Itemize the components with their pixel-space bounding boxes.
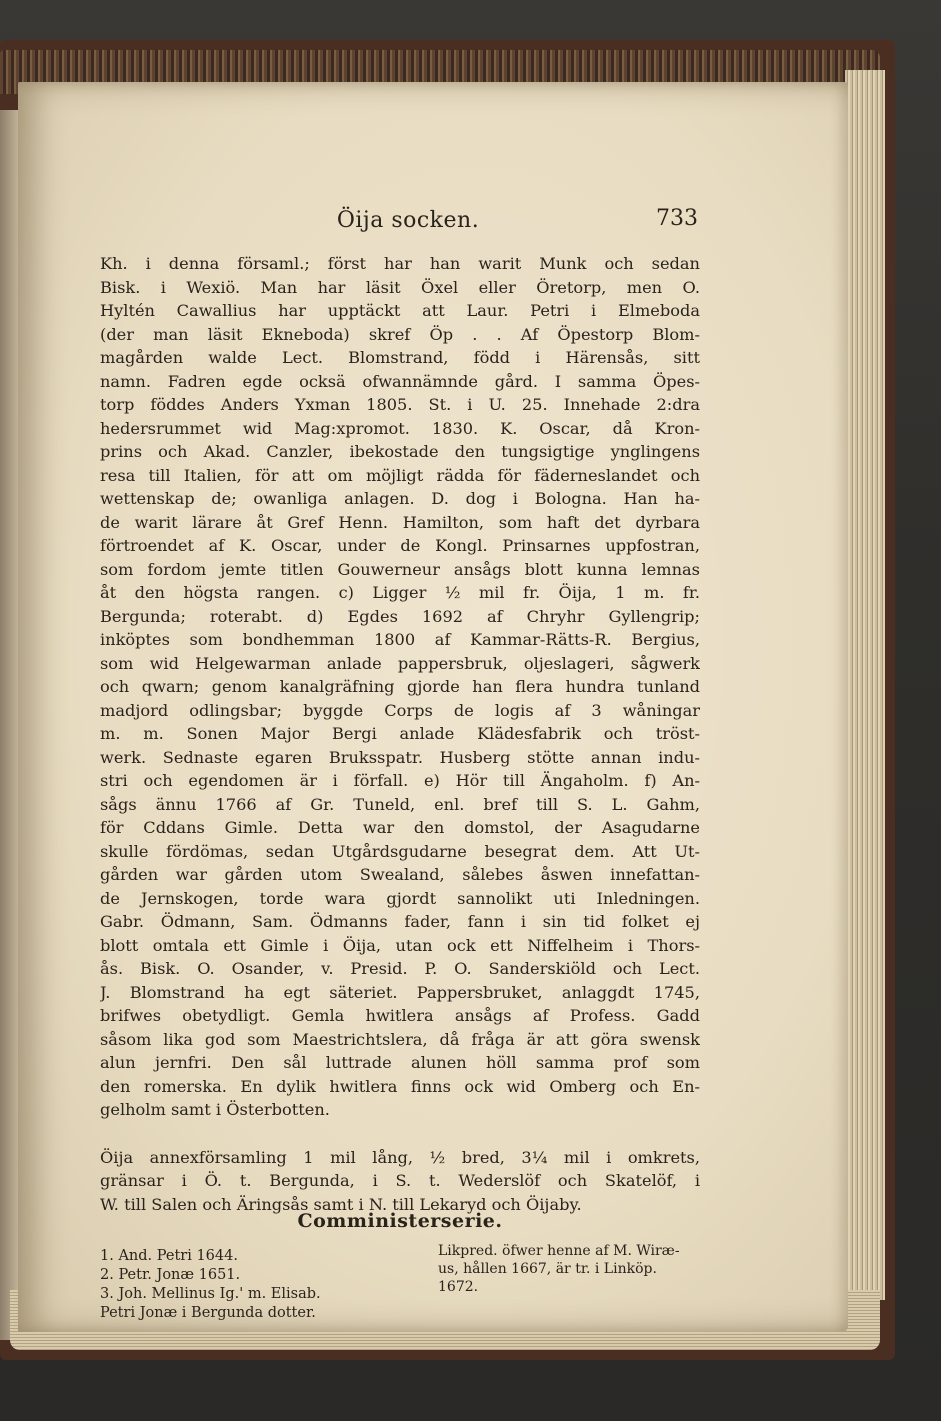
text-line: m. m. Sonen Major Bergi anlade Klädesfabrik och tröst- [100,724,700,743]
text-line: J. Blomstrand ha egt säteriet. Pappersbruket, anlaggdt 1745, [100,982,700,1002]
text-line: gelholm samt i Österbotten. [100,1100,330,1119]
text-line: och qwarn; genom kanalgräfning gjorde han flera hundra tunland [100,677,700,696]
text-line: Bergunda; roterabt. d) Egdes 1692 af Chryhr Gyllengrip; [100,606,700,626]
text-line: för Cddans Gimle. Detta war den domstol, der Asagudarne [100,818,700,837]
text-line: Gabr. Ödmann, Sam. Ödmanns fader, fann i sin tid folket ej [100,912,700,931]
text-line: inköptes som bondhemman 1800 af Kammar-Rätts-R. Bergius, [100,630,700,649]
text-line: skulle fördömas, sedan Utgårdsgudarne besegrat dem. Att Ut- [100,841,700,861]
text-line: werk. Sednaste egaren Bruksspatr. Husberg stötte annan indu- [100,747,700,767]
text-line: resa till Italien, för att om möjligt rädda för fäderneslandet och [100,465,700,485]
list-item: 3. Joh. Mellinus Ig.' m. Elisab. [100,1286,321,1302]
text-line: såsom lika god som Maestrichtslera, då fråga är att göra swensk [100,1029,700,1049]
text-line: stri och egendomen är i förfall. e) Hör till Ängaholm. f) An- [100,771,700,790]
page-header [118,202,698,238]
paragraph-parish-description [100,1146,700,1217]
text-line: Kh. i denna församl.; först har han warit Munk och sedan [100,254,700,273]
text-line: blott omtala ett Gimle i Öija, utan ock ett Niffelheim i Thors- [100,935,700,955]
body-text [100,252,700,1216]
text-line: ås. Bisk. O. Osander, v. Presid. P. O. Sanderskiöld och Lect. [100,959,700,978]
text-line: gränsar i Ö. t. Bergunda, i S. t. Wederslöf och Skatelöf, i [100,1171,700,1190]
text-line: förtroendet af K. Oscar, under de Kongl. Prinsarnes uppfostran, [100,536,700,555]
text-line: wettenskap de; owanliga anlagen. D. dog i Bologna. Han ha- [100,489,700,508]
text-line: åt den högsta rangen. c) Ligger ½ mil fr. Öija, 1 m. fr. [100,583,700,602]
text-line: som wid Helgewarman anlade pappersbruk, oljeslageri, sågwerk [100,653,700,673]
section-title: Comministerserie. [297,1210,503,1232]
page-edges-right [845,70,885,1300]
text-line: Bisk. i Wexiö. Man har läsit Öxel eller Öretorp, men O. [100,277,700,297]
text-line: hedersrummet wid Mag:xpromot. 1830. K. Oscar, då Kron- [100,418,700,438]
text-line: sågs ännu 1766 af Gr. Tuneld, enl. bref till S. L. Gahm, [100,794,700,814]
text-line: madjord odlingsbar; byggde Corps de logis af 3 wåningar [100,700,700,720]
note-line: 1672. [438,1279,479,1295]
text-line: magården walde Lect. Blomstrand, född i Härensås, sitt [100,348,700,367]
list-item: 2. Petr. Jonæ 1651. [100,1267,241,1283]
paragraph-gap [100,1122,700,1146]
note-line: us, hållen 1667, är tr. i Linköp. [438,1261,657,1277]
list-item: Petri Jonæ i Bergunda dotter. [100,1305,316,1321]
text-line: torp föddes Anders Yxman 1805. St. i U. 25. Innehade 2:dra [100,395,700,414]
text-line: W. till Salen och Äringsås samt i N. till Lekaryd och Öijaby. [100,1194,582,1214]
list-item: 1. And. Petri 1644. [100,1248,238,1264]
paragraph-footnotes [100,252,700,1122]
text-line: Öija annexförsamling 1 mil lång, ½ bred, 3¼ mil i omkrets, [100,1147,700,1167]
comminister-list [100,1247,420,1323]
text-line: Hyltén Cawallius har upptäckt att Laur. Petri i Elmeboda [100,301,700,320]
text-line: gården war gården utom Swealand, sålebes åswen innefattan- [100,865,700,884]
page-number: 733 [656,206,698,231]
text-line: brifwes obetydligt. Gemla hwitlera ansågs af Profess. Gadd [100,1006,700,1025]
comminister-note [438,1242,713,1296]
text-line: prins och Akad. Canzler, ibekostade den tungsigtige ynglingens [100,442,700,461]
text-line: den romerska. En dylik hwitlera finns ock wid Omberg och En- [100,1076,700,1096]
text-line: (der man läsit Ekneboda) skref Öp . . Af Öpestorp Blom- [100,324,700,344]
running-head: Öija socken. [336,208,480,233]
text-line: som fordom jemte titlen Gouwerneur ansågs blott kunna lemnas [100,559,700,579]
text-line: namn. Fadren egde ocksä ofwannämnde gård. I samma Öpes- [100,371,700,391]
text-line: de warit lärare åt Gref Henn. Hamilton, som haft det dyrbara [100,512,700,532]
text-line: de Jernskogen, torde wara gjordt sannolikt uti Inledningen. [100,888,700,908]
text-line: alun jernfri. Den sål luttrade alunen höll samma prof som [100,1053,700,1072]
note-line: Likpred. öfwer henne af M. Wiræ- [438,1243,680,1259]
book-page [18,82,848,1332]
